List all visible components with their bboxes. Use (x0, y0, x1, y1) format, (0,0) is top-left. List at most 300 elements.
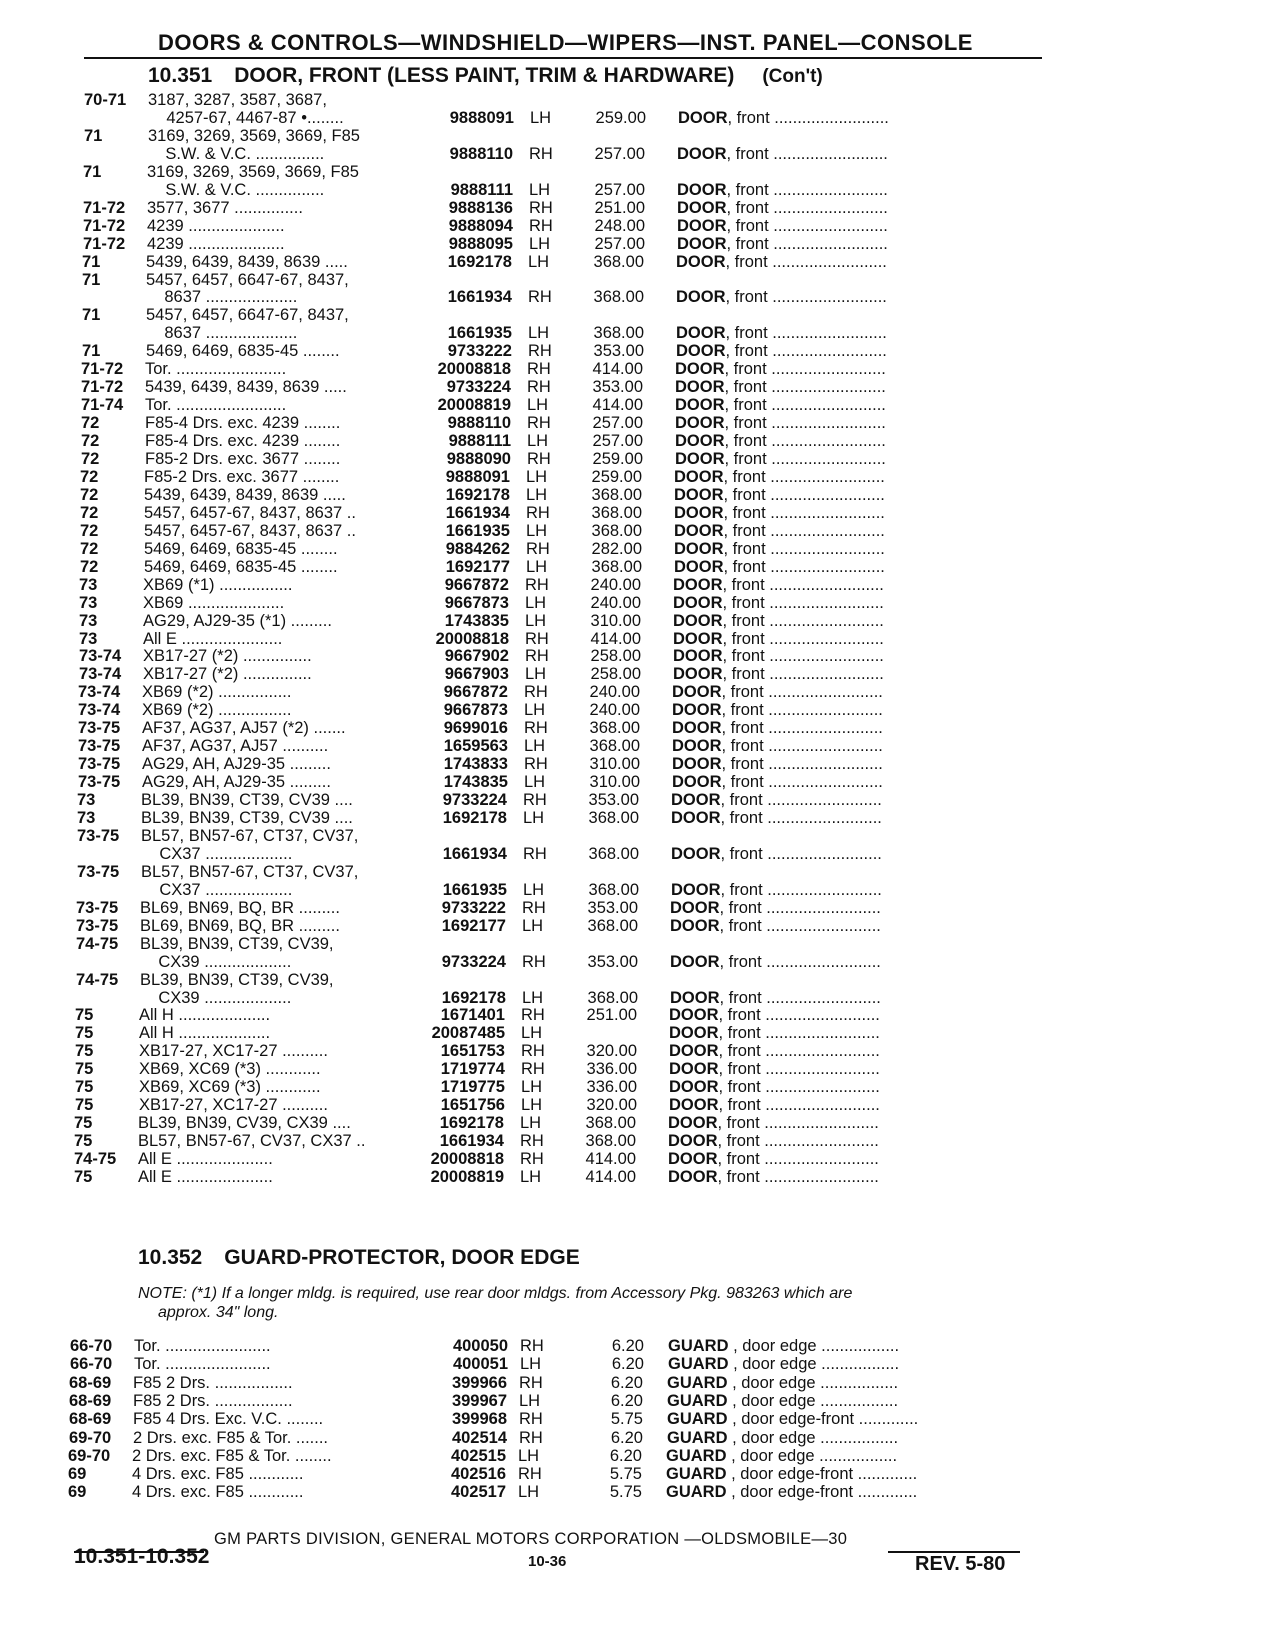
part-name-detail: , front ......................... (723, 503, 885, 522)
part-name-detail: , door edge ................. (726, 1446, 898, 1465)
model-description: 5457, 6457-67, 8437, 8637 .. (144, 503, 356, 522)
model-year: 73 (79, 629, 98, 648)
price: 368.00 (589, 719, 640, 738)
model-year: 71-72 (83, 198, 126, 217)
side: LH (523, 880, 545, 899)
model-description: CX39 ................... (140, 952, 292, 971)
price: 310.00 (590, 611, 641, 630)
footer-revision: REV. 5-80 (915, 1553, 1006, 1575)
part-number: 1661935 (442, 880, 507, 899)
part-name-noun: DOOR (673, 575, 723, 594)
price: 414.00 (590, 629, 641, 648)
side: LH (518, 1446, 540, 1465)
model-year: 69 (68, 1465, 87, 1484)
part-name-noun: DOOR (672, 719, 722, 738)
model-year: 73 (79, 593, 98, 612)
part-name-noun: DOOR (673, 647, 723, 666)
side: RH (519, 1428, 543, 1447)
side: RH (529, 144, 553, 163)
part-name (666, 1446, 1026, 1466)
model-year: 75 (75, 1060, 94, 1079)
price: 248.00 (594, 216, 645, 235)
price: 5.75 (609, 1483, 642, 1502)
part-number: 20008819 (437, 396, 511, 415)
part-name-noun: DOOR (676, 288, 726, 307)
side: LH (526, 557, 548, 576)
side: RH (520, 1132, 544, 1151)
part-name-noun: GUARD (667, 1373, 728, 1392)
part-name-noun: DOOR (672, 755, 722, 774)
model-year: 71 (82, 342, 101, 361)
side: RH (525, 629, 549, 648)
part-number: 399967 (451, 1391, 507, 1410)
part-number: 20008818 (437, 360, 511, 379)
model-year: 70-71 (84, 91, 127, 109)
price: 414.00 (585, 1150, 636, 1169)
price: 368.00 (585, 1114, 636, 1133)
model-description: XB69 ..................... (143, 593, 285, 612)
part-name-noun: DOOR (677, 234, 727, 253)
price: 6.20 (609, 1446, 642, 1465)
model-description: XB69, XC69 (*3) ............ (139, 1060, 321, 1079)
part-number: 1692177 (441, 916, 506, 935)
model-description: Tor. ....................... (134, 1337, 271, 1355)
part-name (667, 1428, 1027, 1448)
model-year: 73-75 (78, 737, 121, 756)
part-name-detail: , front ......................... (723, 539, 885, 558)
note-line: approx. 34" long. (158, 1304, 279, 1321)
side: LH (523, 809, 545, 827)
side: RH (521, 1060, 545, 1079)
model-description: BL57, BN57-67, CT37, CV37, (141, 826, 359, 845)
model-description: S.W. & V.C. ............... (147, 144, 325, 163)
part-number: 9888111 (450, 180, 513, 199)
part-name-noun: DOOR (669, 1078, 719, 1097)
model-description: 3169, 3269, 3569, 3669, F85 (147, 162, 359, 181)
side: LH (525, 611, 547, 630)
part-name-detail: , front ......................... (722, 665, 884, 684)
part-name-noun: DOOR (675, 414, 725, 433)
price: 257.00 (592, 414, 643, 433)
model-description: XB17-27 (*2) ............... (143, 647, 312, 666)
part-name-detail: , door edge ................. (728, 1355, 900, 1374)
model-description: BL39, BN39, CT39, CV39, (140, 970, 334, 989)
part-name-detail: , front ......................... (719, 916, 881, 935)
model-description: BL69, BN69, BQ, BR ......... (140, 916, 340, 935)
part-name-detail: , front ......................... (725, 324, 887, 343)
side: RH (526, 539, 550, 558)
model-description: 5469, 6469, 6835-45 ........ (144, 557, 338, 576)
part-number: 9888111 (448, 432, 511, 451)
part-number: 1651756 (440, 1096, 505, 1115)
model-description: 5439, 6439, 8439, 8639 ..... (146, 252, 348, 271)
model-description: 5457, 6457, 6647-67, 8437, (146, 306, 349, 325)
part-number: 1692178 (445, 485, 510, 504)
part-number: 402516 (450, 1465, 506, 1484)
section-number: 10.351 (148, 64, 213, 87)
model-description: All H .................... (139, 1024, 271, 1043)
side: LH (527, 396, 549, 415)
model-year: 74-75 (76, 970, 119, 989)
part-name (668, 1354, 1028, 1374)
part-name-detail: , front ......................... (726, 144, 888, 163)
part-name-noun: DOOR (674, 503, 724, 522)
model-description: BL57, BN57-67, CT37, CV37, (141, 862, 359, 881)
part-name-noun: DOOR (673, 611, 723, 630)
part-name-noun: GUARD (667, 1428, 728, 1447)
part-number: 1661934 (439, 1132, 504, 1151)
price: 257.00 (592, 432, 643, 451)
part-number: 399968 (451, 1410, 507, 1429)
part-name-noun: DOOR (676, 342, 726, 361)
price: 368.00 (588, 844, 639, 863)
model-description: F85 2 Drs. ................. (133, 1373, 293, 1392)
price: 336.00 (586, 1078, 637, 1097)
part-name-detail: , front ......................... (726, 180, 888, 199)
part-name-noun: DOOR (669, 1096, 719, 1115)
part-name-detail: , front ......................... (717, 1132, 879, 1151)
part-name-noun: DOOR (674, 467, 724, 486)
part-number: 20008818 (430, 1150, 504, 1169)
part-name (676, 287, 1036, 307)
side: RH (520, 1150, 544, 1169)
part-number: 1692178 (439, 1114, 504, 1133)
side: RH (526, 503, 550, 522)
model-year: 71-72 (81, 378, 124, 397)
side: LH (526, 521, 548, 540)
model-description: AF37, AG37, AJ57 (*2) ....... (142, 719, 346, 738)
price: 353.00 (593, 342, 644, 361)
part-name-detail: , front ......................... (719, 952, 881, 971)
model-description: 5439, 6439, 8439, 8639 ..... (145, 378, 347, 397)
model-year: 72 (80, 521, 99, 540)
price: 6.20 (611, 1355, 644, 1374)
part-name-detail: , front ......................... (724, 450, 886, 468)
price: 368.00 (593, 252, 644, 271)
part-name-noun: DOOR (678, 108, 728, 127)
part-number: 9888095 (448, 234, 513, 253)
model-year: 73 (77, 809, 96, 827)
model-year: 74-75 (74, 1150, 117, 1169)
part-number: 20008818 (435, 629, 509, 648)
price: 282.00 (591, 539, 642, 558)
model-year: 72 (80, 503, 99, 522)
model-description: 5457, 6457-67, 8437, 8637 .. (144, 521, 356, 540)
part-name-detail: , front ......................... (721, 755, 883, 774)
model-year: 73-74 (78, 701, 121, 720)
note-line: NOTE: (*1) If a longer mldg. is required, use rear door mldgs. from Accessory Pkg. 983263 which are (138, 1285, 853, 1302)
part-name-noun: DOOR (668, 1168, 718, 1186)
part-name-detail: , front ......................... (721, 701, 883, 720)
price: 320.00 (586, 1096, 637, 1115)
price: 257.00 (594, 144, 645, 163)
part-number: 9888091 (445, 467, 510, 486)
part-name-noun: DOOR (673, 593, 723, 612)
part-number: 1661934 (447, 288, 512, 307)
side: LH (520, 1355, 542, 1374)
part-name (670, 916, 1030, 936)
part-name-noun: DOOR (671, 809, 721, 827)
part-number: 20008819 (430, 1168, 504, 1186)
model-description: All E ...................... (143, 629, 283, 648)
part-name-detail: , front ......................... (722, 611, 884, 630)
side: RH (528, 288, 552, 307)
section-title: GUARD-PROTECTOR, DOOR EDGE (224, 1246, 580, 1269)
side: LH (524, 701, 546, 720)
side: RH (524, 755, 548, 774)
part-number: 9733224 (446, 378, 511, 397)
model-year: 75 (75, 1006, 94, 1025)
price: 353.00 (587, 898, 638, 917)
side: LH (526, 485, 548, 504)
model-year: 73-74 (78, 683, 121, 702)
part-name-detail: , front ......................... (722, 593, 884, 612)
model-year: 69 (68, 1483, 87, 1502)
model-description: 2 Drs. exc. F85 & Tor. ....... (133, 1428, 329, 1447)
model-description: XB17-27 (*2) ............... (143, 665, 312, 684)
side: LH (522, 916, 544, 935)
side: LH (519, 1391, 541, 1410)
part-name (676, 252, 1036, 272)
part-name-noun: GUARD (666, 1483, 727, 1502)
section-heading-10-351 (148, 64, 823, 88)
part-name-detail: , front ......................... (723, 467, 885, 486)
side: RH (527, 360, 551, 379)
model-description: 8637 .................... (146, 324, 298, 343)
model-description: F85-4 Drs. exc. 4239 ........ (145, 432, 341, 451)
model-year: 73 (79, 611, 98, 630)
part-name-noun: GUARD (668, 1337, 729, 1355)
part-name-detail: , front ......................... (723, 521, 885, 540)
price: 310.00 (589, 773, 640, 792)
model-description: Tor. ........................ (145, 396, 287, 415)
part-number: 9699016 (443, 719, 508, 738)
model-year: 68-69 (69, 1391, 112, 1410)
part-name-noun: DOOR (672, 737, 722, 756)
model-year: 72 (80, 539, 99, 558)
part-name-noun: DOOR (673, 665, 723, 684)
part-name (666, 1464, 1026, 1484)
part-name (677, 144, 1037, 164)
price: 368.00 (591, 503, 642, 522)
price: 368.00 (591, 557, 642, 576)
model-description: 4239 ..................... (147, 216, 285, 235)
part-name-noun: GUARD (666, 1465, 727, 1484)
side: LH (518, 1483, 540, 1502)
part-name-detail: , front ......................... (718, 1042, 880, 1061)
part-name-noun: DOOR (669, 1024, 719, 1043)
part-number: 400051 (452, 1355, 508, 1374)
part-name-noun: DOOR (668, 1114, 718, 1133)
part-name-noun: GUARD (667, 1391, 728, 1410)
model-description: BL39, BN39, CT39, CV39, (140, 934, 334, 953)
model-description: AG29, AH, AJ29-35 ......... (142, 773, 331, 792)
side: RH (524, 683, 548, 702)
part-name-detail: , front ......................... (724, 414, 886, 433)
part-number: 1661935 (445, 521, 510, 540)
part-name-detail: , door edge ................. (728, 1337, 900, 1355)
model-year: 72 (81, 432, 100, 451)
side: RH (525, 647, 549, 666)
model-year: 71 (82, 270, 101, 289)
part-name-detail: , front ......................... (720, 844, 882, 863)
part-name-detail: , front ......................... (719, 898, 881, 917)
part-name-detail: , front ......................... (721, 737, 883, 756)
model-year: 73-75 (78, 755, 121, 774)
price: 353.00 (592, 378, 643, 397)
price: 368.00 (593, 288, 644, 307)
model-description: 4 Drs. exc. F85 ............ (132, 1465, 304, 1484)
price: 368.00 (587, 988, 638, 1007)
part-name-noun: DOOR (677, 198, 727, 217)
model-year: 72 (81, 414, 100, 433)
part-name-noun: DOOR (674, 557, 724, 576)
part-name (671, 844, 1031, 864)
side: LH (526, 467, 548, 486)
part-name-detail: , front ......................... (717, 1150, 879, 1169)
part-name-detail: , front ......................... (724, 378, 886, 397)
part-number: 9733222 (447, 342, 512, 361)
model-description: F85-4 Drs. exc. 4239 ........ (145, 414, 341, 433)
side: LH (524, 773, 546, 792)
part-name-detail: , door edge ................. (727, 1373, 899, 1392)
part-number: 9888136 (448, 198, 513, 217)
part-name-noun: DOOR (672, 773, 722, 792)
model-year: 73-75 (76, 898, 119, 917)
model-description: XB69 (*2) ................ (142, 701, 292, 720)
part-number: 9667872 (444, 575, 509, 594)
part-name-detail: , front ......................... (727, 108, 889, 127)
model-year: 73-74 (79, 665, 122, 684)
price: 6.20 (610, 1428, 643, 1447)
model-year: 73-75 (77, 826, 120, 845)
model-description: All H .................... (139, 1006, 271, 1025)
part-number: 9884262 (445, 539, 510, 558)
side: RH (527, 378, 551, 397)
model-year: 74-75 (76, 934, 119, 953)
part-name-noun: DOOR (675, 360, 725, 379)
part-number: 1661934 (442, 844, 507, 863)
part-number: 1651753 (440, 1042, 505, 1061)
part-name (670, 952, 1030, 972)
side: RH (518, 1465, 542, 1484)
model-description: BL69, BN69, BQ, BR ......... (140, 898, 340, 917)
model-description: XB17-27, XC17-27 .......... (139, 1042, 328, 1061)
part-name-detail: , front ......................... (718, 1078, 880, 1097)
model-description: XB17-27, XC17-27 .......... (139, 1096, 328, 1115)
model-year: 75 (75, 1042, 94, 1061)
part-name-noun: DOOR (673, 629, 723, 648)
side: LH (521, 1096, 543, 1115)
part-name-noun: DOOR (675, 396, 725, 415)
price: 240.00 (589, 683, 640, 702)
page-header-title: DOORS & CONTROLS—WINDSHIELD—WIPERS—INST. PANEL—CONSOLE (158, 30, 973, 55)
part-number: 399966 (451, 1373, 507, 1392)
part-name-detail: , front ......................... (720, 791, 882, 810)
side: RH (522, 952, 546, 971)
part-name-noun: DOOR (674, 539, 724, 558)
part-number: 20087485 (431, 1024, 505, 1043)
model-year: 72 (80, 557, 99, 576)
model-description: 5439, 6439, 8439, 8639 ..... (144, 485, 346, 504)
part-name-noun: DOOR (676, 324, 726, 343)
part-name-detail: , front ......................... (721, 773, 883, 792)
side: RH (519, 1373, 543, 1392)
part-name (678, 108, 1038, 128)
model-year: 72 (80, 485, 99, 504)
model-description: 2 Drs. exc. F85 & Tor. ........ (132, 1446, 332, 1465)
section-note (138, 1284, 1018, 1322)
part-number: 402515 (450, 1446, 506, 1465)
price: 368.00 (588, 880, 639, 899)
model-year: 73 (79, 575, 98, 594)
model-description: XB69 (*2) ................ (142, 683, 292, 702)
side: RH (519, 1410, 543, 1429)
side: RH (521, 1042, 545, 1061)
model-description: 8637 .................... (146, 288, 298, 307)
model-year: 71-72 (83, 216, 126, 235)
part-name-noun: DOOR (668, 1132, 718, 1151)
part-number: 9667902 (444, 647, 509, 666)
price: 6.20 (610, 1391, 643, 1410)
model-description: BL39, BN39, CT39, CV39 .... (141, 791, 353, 810)
part-name (667, 1391, 1027, 1411)
price: 259.00 (595, 108, 646, 127)
part-name-detail: , front ......................... (721, 719, 883, 738)
model-description: F85 2 Drs. ................. (133, 1391, 293, 1410)
side: LH (528, 324, 550, 343)
part-name-detail: , door edge ................. (727, 1428, 899, 1447)
part-name-noun: DOOR (670, 952, 720, 971)
part-name-detail: , door edge-front ............. (726, 1465, 918, 1484)
price: 368.00 (585, 1132, 636, 1151)
price: 368.00 (591, 485, 642, 504)
footer-page-number: 10-36 (528, 1553, 567, 1570)
part-name-detail: , front ......................... (725, 252, 887, 271)
part-number: 1743833 (443, 755, 508, 774)
model-year: 69-70 (69, 1428, 112, 1447)
model-description: XB69, XC69 (*3) ............ (139, 1078, 321, 1097)
part-number: 400050 (452, 1337, 508, 1355)
price: 320.00 (586, 1042, 637, 1061)
part-name-detail: , front ......................... (721, 683, 883, 702)
model-year: 71 (83, 162, 102, 181)
part-name-detail: , front ......................... (722, 575, 884, 594)
model-description: 3577, 3677 ............... (147, 198, 303, 217)
part-name-noun: DOOR (671, 880, 721, 899)
model-description: 3187, 3287, 3587, 3687, (148, 91, 327, 109)
price: 240.00 (590, 575, 641, 594)
part-name-detail: , front ......................... (718, 1096, 880, 1115)
part-number: 1661934 (445, 503, 510, 522)
part-number: 1659563 (443, 737, 508, 756)
model-description: F85 4 Drs. Exc. V.C. ........ (133, 1410, 324, 1429)
side: LH (527, 432, 549, 451)
model-year: 75 (74, 1168, 93, 1186)
model-year: 75 (74, 1132, 93, 1151)
price: 353.00 (587, 952, 638, 971)
model-year: 71 (84, 126, 103, 145)
model-description: 5457, 6457, 6647-67, 8437, (146, 270, 349, 289)
price: 414.00 (592, 360, 643, 379)
price: 414.00 (592, 396, 643, 415)
model-year: 68-69 (69, 1410, 112, 1429)
side: RH (522, 898, 546, 917)
price: 368.00 (589, 737, 640, 756)
side: RH (529, 198, 553, 217)
model-year: 75 (75, 1078, 94, 1097)
model-description: F85-2 Drs. exc. 3677 ........ (144, 467, 340, 486)
